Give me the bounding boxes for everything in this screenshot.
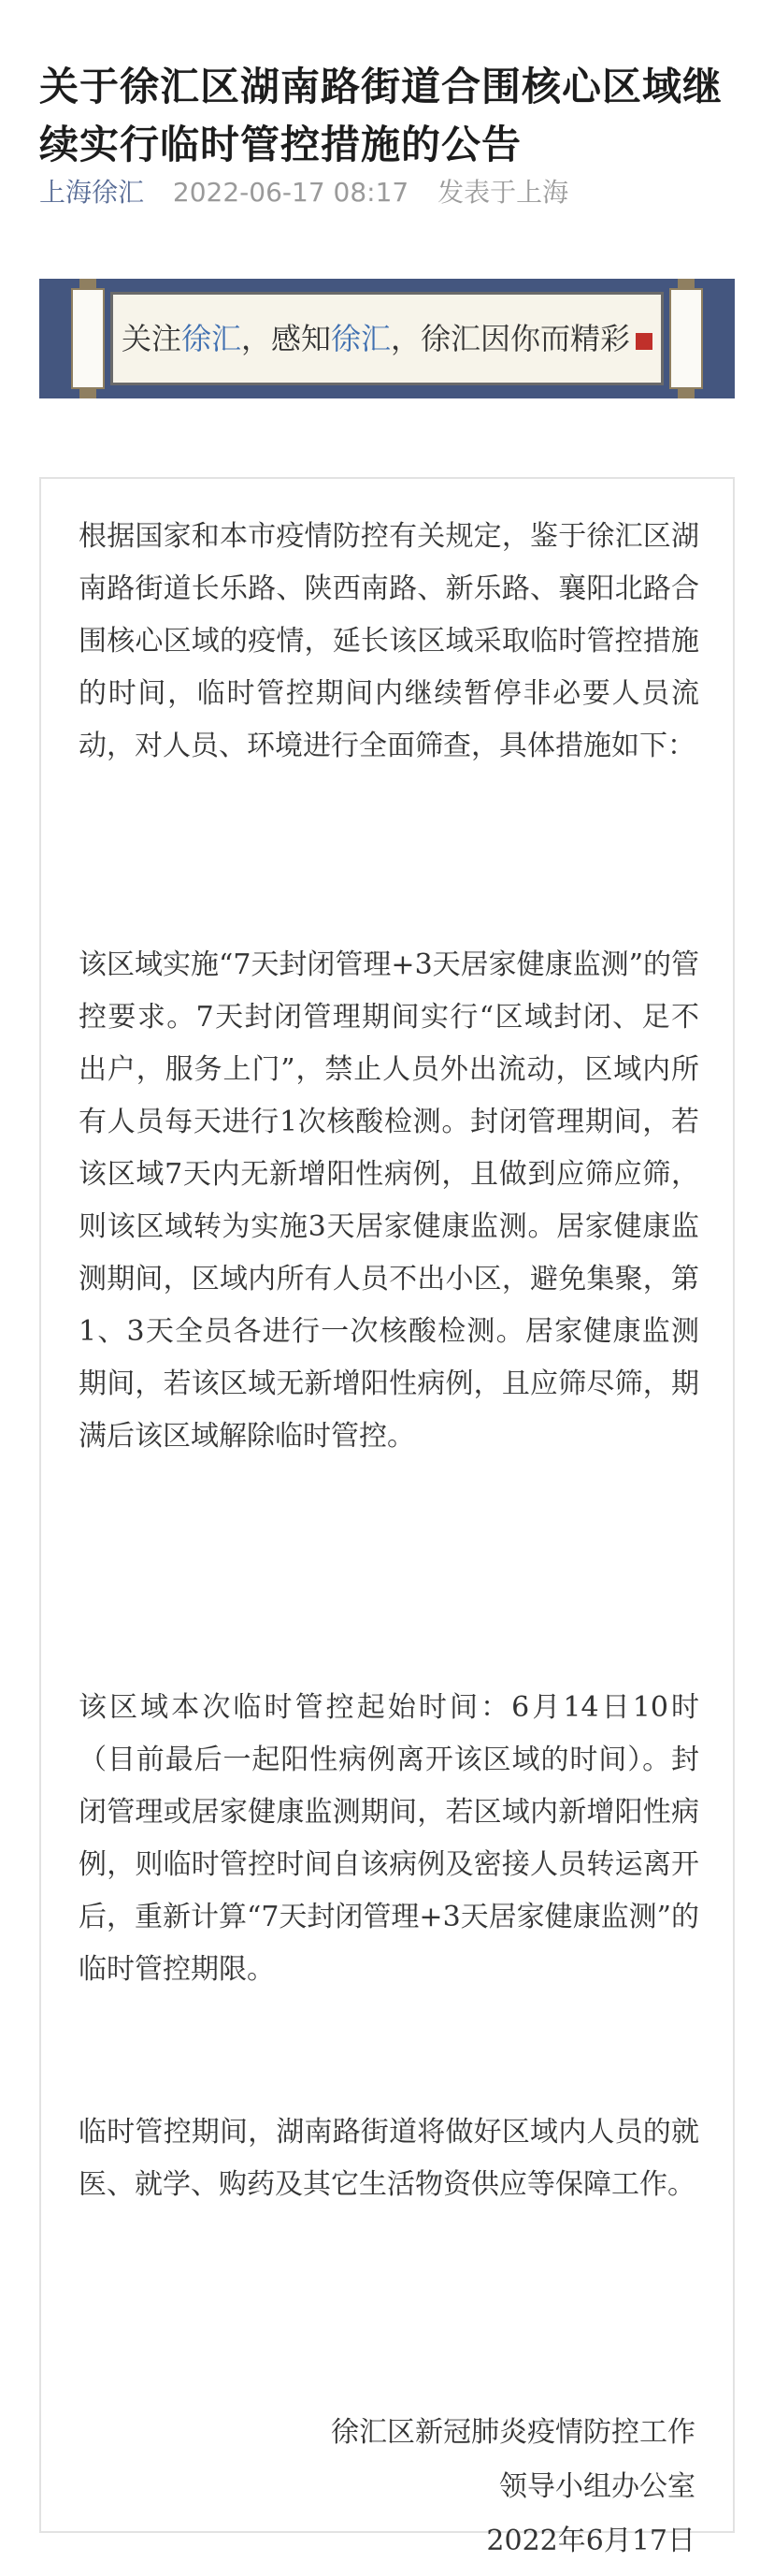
author-link[interactable]: 上海徐汇 xyxy=(39,177,145,208)
seal-icon xyxy=(636,333,652,350)
paragraph-support: 临时管控期间，湖南路街道将做好区域内人员的就医、就学、购药及其它生活物资供应等保障工作。 xyxy=(79,2116,699,2201)
announcement-body xyxy=(39,477,735,2557)
signature-org-line-1: 徐汇区新冠肺炎疫情防控工作 xyxy=(331,2416,695,2449)
article-title: 关于徐汇区湖南路街道合围核心区域继续实行临时管控措施的公告 xyxy=(39,64,724,168)
banner-slogan xyxy=(110,292,664,385)
article-meta xyxy=(39,172,568,210)
slogan-highlight-2: 徐汇 xyxy=(331,321,392,356)
slogan-highlight-1: 徐汇 xyxy=(180,321,241,356)
signature-date: 2022年6月17日 xyxy=(486,2525,695,2557)
publish-location: 发表于上海 xyxy=(437,177,569,208)
slogan-part-2: ，感知 xyxy=(240,321,331,356)
paragraph-measures: 该区域实施“7天封闭管理+3天居家健康监测”的管控要求。7天封闭管理期间实行“区域封闭、足不出户，服务上门”，禁止人员外出流动，区域内所有人员每天进行1次核酸检测。封闭管理期间，若该区域7天内无新增阳性病例，且做到应筛应筛，则该区域转为实施3天居家健康监测。居家健康监测期间，区域内所有人员不出小区，避免集聚，第1、3天全员各进行一次核酸检测。居家健康监测期间，若该区域无新增阳性病例，且应筛尽筛，期满后该区域解除临时管控。 xyxy=(79,948,699,1453)
publish-datetime: 2022-06-17 08:17 xyxy=(172,177,409,208)
slogan-part-1: 关注 xyxy=(121,321,181,356)
paragraph-timeline: 该区域本次临时管控起始时间：6月14日10时（目前最后一起阳性病例离开该区域的时间）。封闭管理或居家健康监测期间，若区域内新增阳性病例，则临时管控时间自该病例及密接人员转运离开后，重新计算“7天封闭管理+3天居家健康监测”的临时管控期限。 xyxy=(79,1691,699,1986)
header-banner xyxy=(39,279,735,398)
scroll-rod-left-icon xyxy=(71,288,105,389)
signature-org-line-2: 领导小组办公室 xyxy=(499,2470,695,2503)
slogan-part-3: ，徐汇因你而精彩 xyxy=(391,321,631,356)
paragraph-intro: 根据国家和本市疫情防控有关规定，鉴于徐汇区湖南路街道长乐路、陕西南路、新乐路、襄阳北路合围核心区域的疫情，延长该区域采取临时管控措施的时间，临时管控期间内继续暂停非必要人员流动，对人员、环境进行全面筛查，具体措施如下： xyxy=(79,520,699,762)
signature-block xyxy=(331,2406,695,2569)
scroll-rod-right-icon xyxy=(669,288,703,389)
